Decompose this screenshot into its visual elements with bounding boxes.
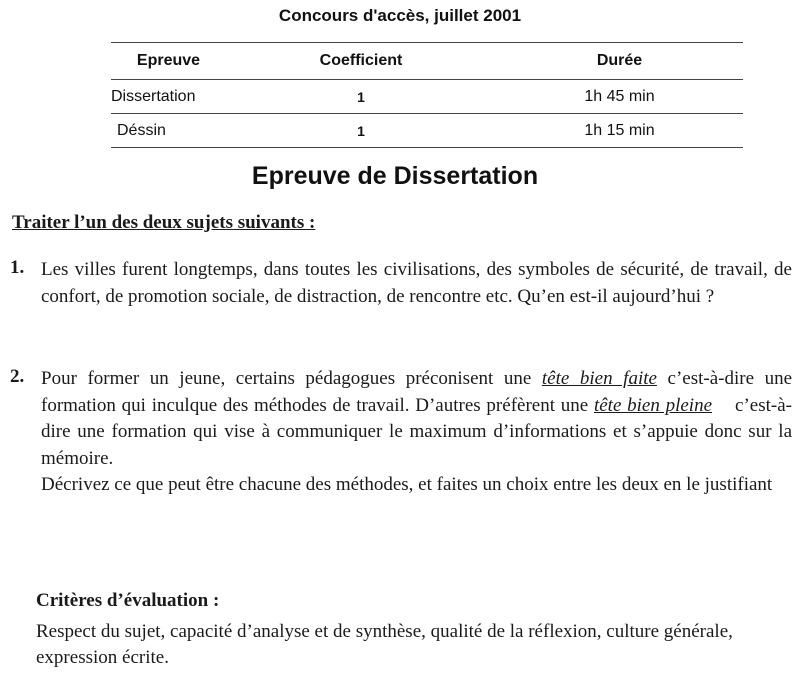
exam-table <box>111 42 743 148</box>
subject-text-part: Pour former un jeune, certains pédagogues préconisent une <box>41 368 532 389</box>
column-header-duree: Durée <box>596 52 643 69</box>
subject-1 <box>10 257 792 310</box>
criteria-text: Respect du sujet, capacité d’analyse et de synthèse, qualité de la réflexion, culture générale, expression écrite. <box>36 621 733 668</box>
term-tete-bien-pleine: tête bien pleine <box>593 394 713 416</box>
subject-text-second: Décrivez ce que peut être chacune des méthodes, et faites un choix entre les deux en le justifiant <box>41 474 773 495</box>
duree-cell: 1h 45 min <box>496 80 743 114</box>
duree-cell: 1h 15 min <box>496 114 743 148</box>
column-header-epreuve: Epreuve <box>136 52 201 69</box>
subject-text: Les villes furent longtemps, dans toutes les civilisations, des symboles de sécurité, de travail, de confort, de promotion sociale, de distraction, de rencontre etc. Qu’en est-il aujourd’hui ? <box>41 259 792 307</box>
coefficient-cell: 1 <box>226 80 496 114</box>
instruction-heading: Traiter l’un des deux sujets suivants : <box>12 212 316 233</box>
epreuve-value: Dissertation <box>111 87 196 105</box>
epreuve-cell <box>111 80 226 114</box>
section-title: Epreuve de Dissertation <box>251 162 539 190</box>
subject-text-part: c’est-à-dire une formation qui vise à communiquer le maximum d’informations et s’appuie donc sur la mémoire. <box>41 394 793 469</box>
table-row <box>111 114 743 148</box>
coefficient-cell: 1 <box>226 114 496 148</box>
concours-title: Concours d'accès, juillet 2001 <box>278 6 522 25</box>
epreuve-value: Déssin <box>117 121 166 139</box>
table-row <box>111 80 743 114</box>
subject-text <box>41 366 792 499</box>
table-header-row <box>111 43 743 80</box>
subject-number: 1. <box>10 257 25 278</box>
subject-2 <box>10 366 792 499</box>
subject-text-part: c’est-à-dire une formation qui inculque des méthodes de travail. D’autres préfèrent une <box>41 368 793 416</box>
term-tete-bien-faite: tête bien faite <box>541 368 657 389</box>
column-header-coefficient: Coefficient <box>319 52 403 69</box>
epreuve-cell <box>111 114 226 148</box>
subject-number: 2. <box>10 366 25 387</box>
criteria-title: Critères d’évaluation : <box>36 590 220 611</box>
